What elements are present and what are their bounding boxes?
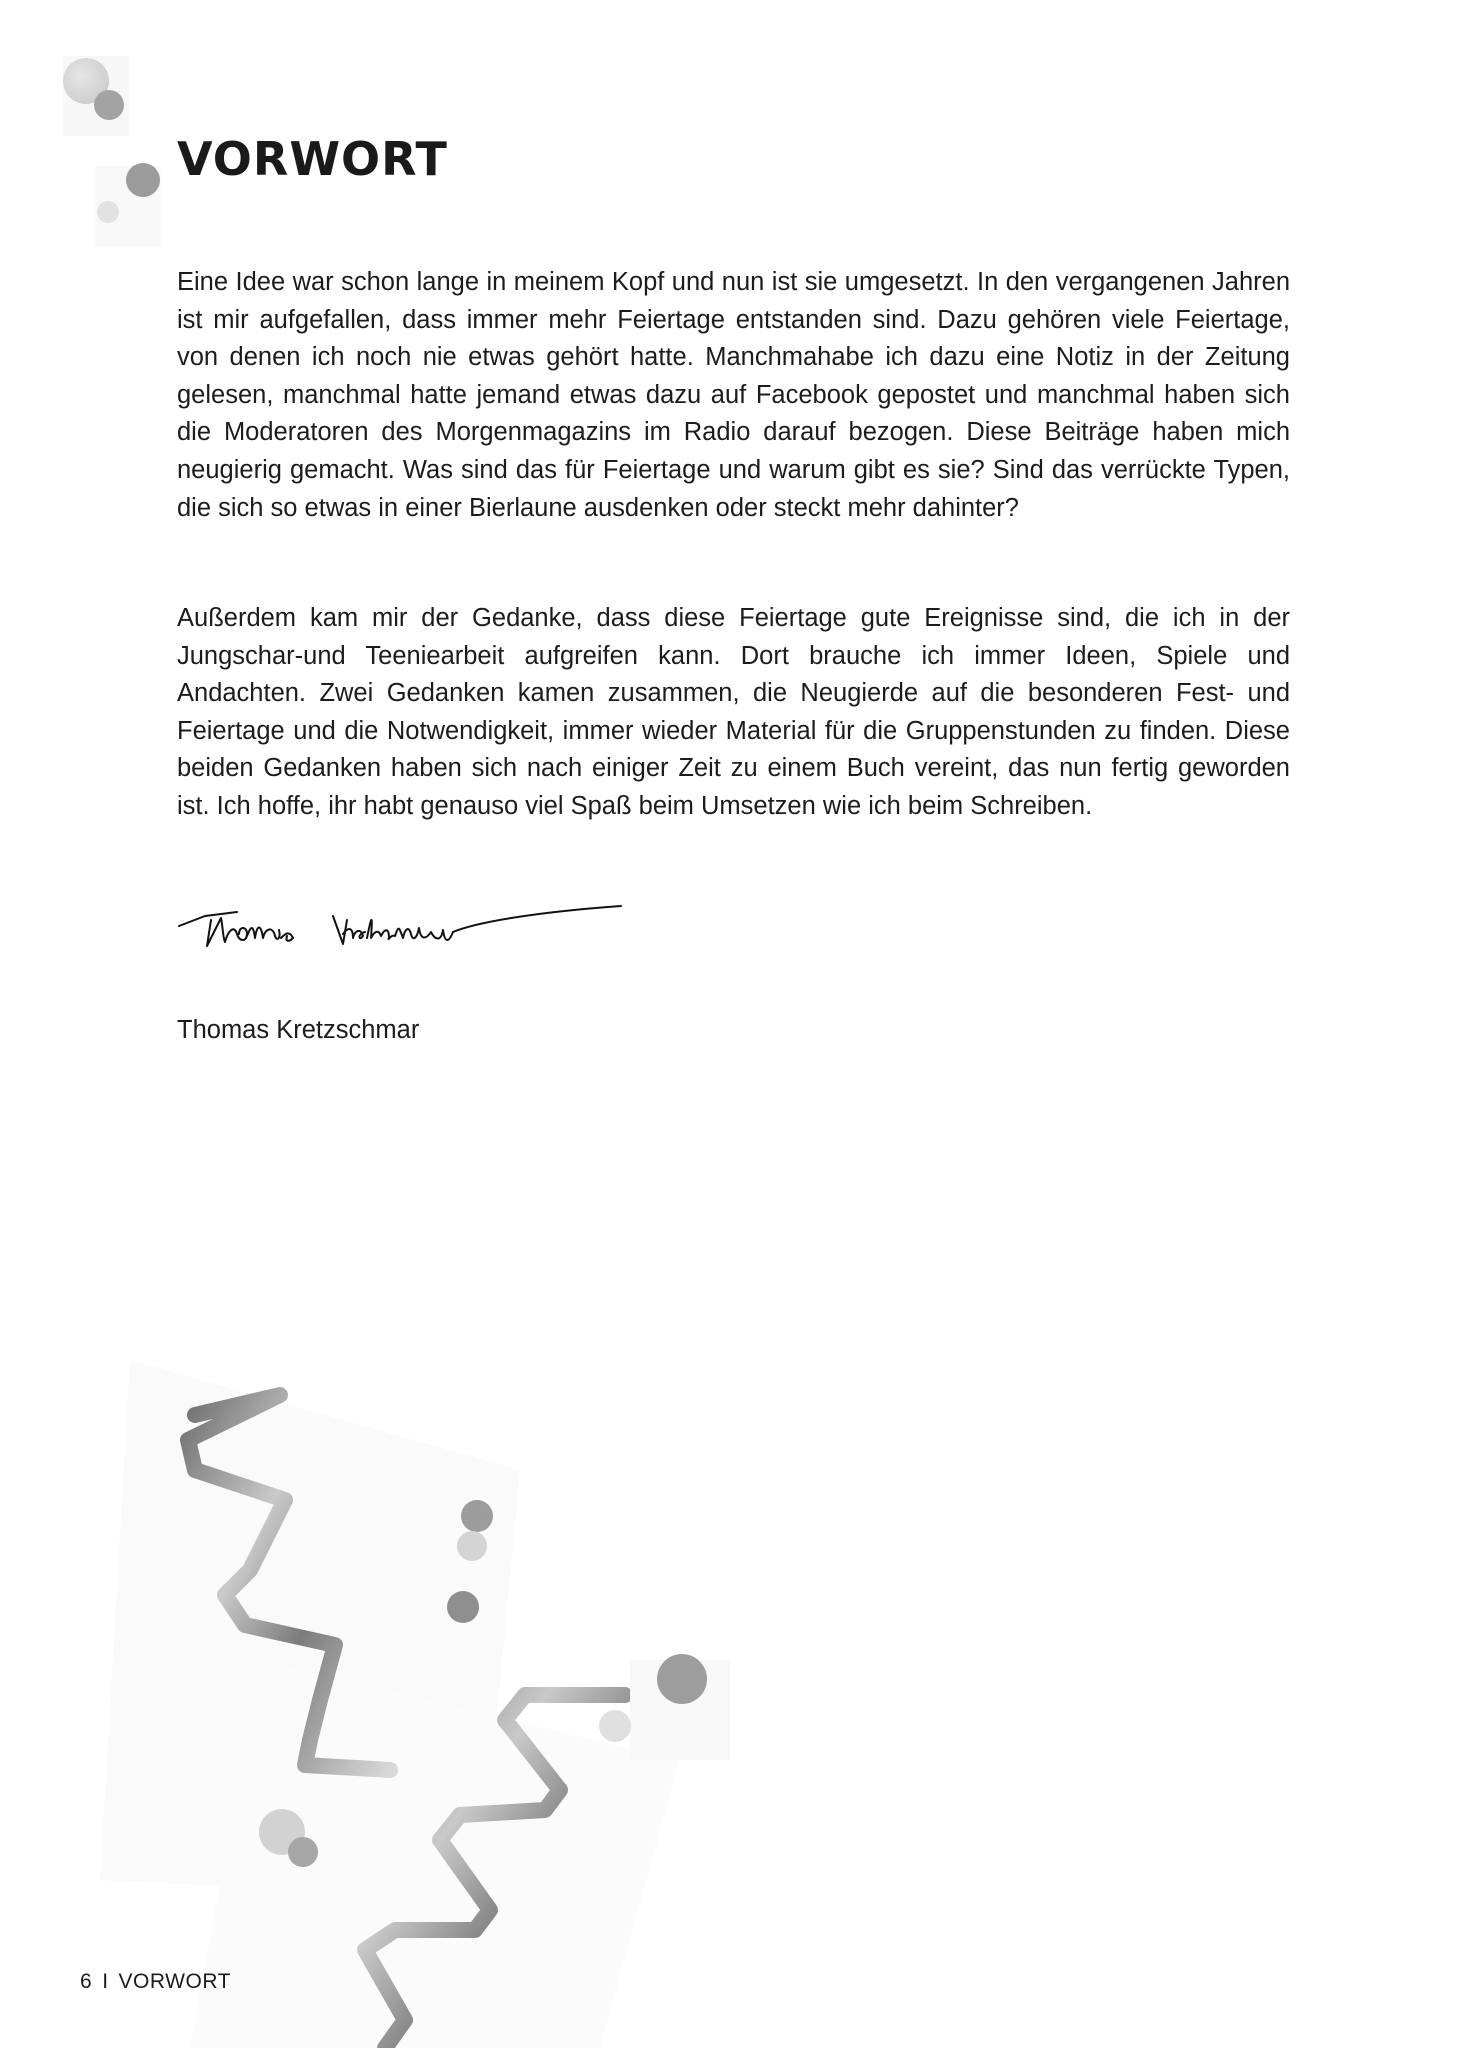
paragraph-1: Eine Idee war schon lange in meinem Kopf und nun ist sie umgesetzt. In den vergangenen Jahren ist mir aufgefallen, dass immer mehr Feiertage entstanden sind. Dazu gehören viele Feiertage, von denen ich noch nie etwas gehört hatte. Manchmahabe ich dazu eine Notiz in der Zeitung gelesen, manchmal hatte jemand etwas dazu auf Facebook gepostet und manchmal haben sich die Moderatoren des Morgenmagazins im Radio darauf bezogen. Diese Beiträge haben mich neugierig gemacht. Was sind das für Feiertage und warum gibt es sie? Sind das verrückte Typen, die sich so etwas in einer Bierlaune ausdenken oder steckt mehr dahinter? — [177, 268, 1290, 522]
confetti-dot-icon — [288, 1837, 318, 1867]
footer-section-title: VORWORT — [118, 1970, 231, 1993]
confetti-dot-icon — [657, 1654, 707, 1704]
confetti-dot-icon — [599, 1710, 631, 1742]
confetti-dot-icon — [447, 1591, 479, 1623]
paragraph-2: Außerdem kam mir der Gedanke, dass diese Feiertage gute Ereignisse sind, die ich in der Jungschar-und Teeniearbeit aufgreifen kann. Dort brauche ich immer Ideen, Spiele und Andachten. Zwei Gedanken kamen zusammen, die Neugierde auf die besonderen Fest- und Feiertage und die Notwendigkeit, immer wieder Material für die Gruppenstunden zu finden. Diese beiden Gedanken haben sich nach einiger Zeit zu einem Buch vereint, das nun fertig geworden ist. Ich hoffe, ihr habt genauso viel Spaß beim Umsetzen wie ich beim Schreiben. — [177, 604, 1290, 820]
header-confetti-decoration — [55, 48, 165, 228]
page-number: 6 — [80, 1970, 93, 1993]
page-footer — [80, 1970, 231, 1994]
confetti-dot-icon — [97, 201, 119, 223]
author-name: Thomas Kretzschmar — [177, 1016, 420, 1044]
page-title: VORWORT — [177, 132, 448, 186]
confetti-dot-icon — [126, 163, 160, 197]
confetti-dot-icon — [94, 90, 124, 120]
confetti-dot-icon — [457, 1531, 487, 1561]
confetti-dot-icon — [461, 1500, 493, 1532]
footer-separator: I — [102, 1970, 109, 1993]
streamer-illustration — [100, 1360, 900, 2048]
handwritten-signature — [177, 898, 627, 968]
